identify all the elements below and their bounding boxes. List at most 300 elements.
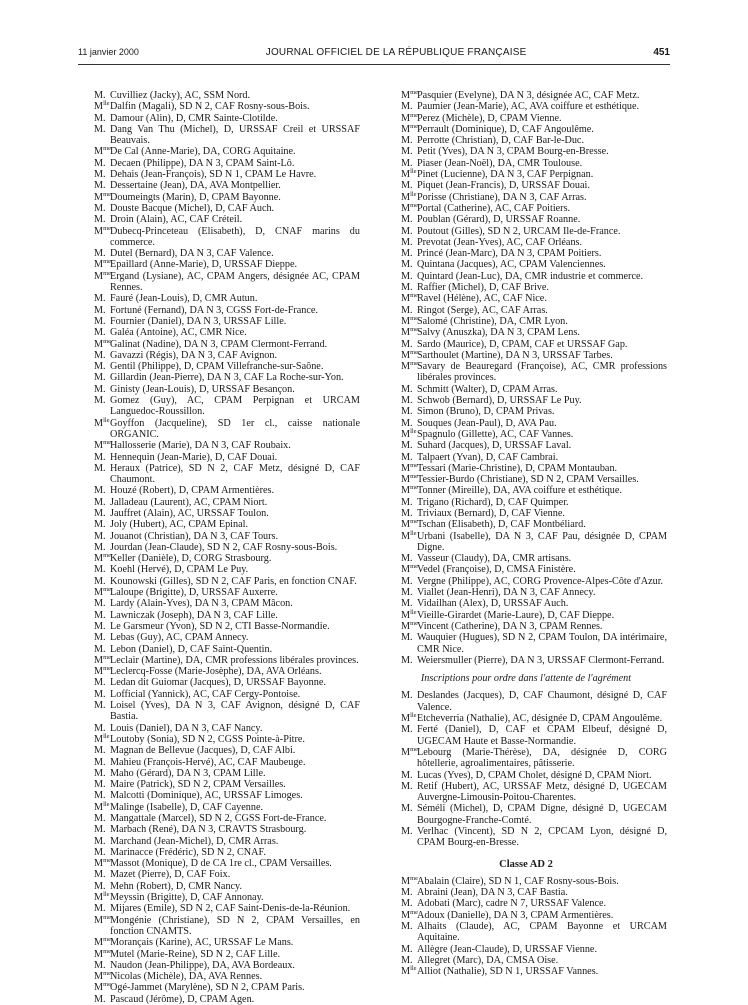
civility-letter: M <box>94 666 104 678</box>
civility-prefix <box>94 531 110 542</box>
list-item <box>78 531 360 542</box>
list-item <box>78 146 360 157</box>
civility-suffix: lle <box>410 427 417 435</box>
civility-prefix <box>94 508 110 519</box>
entry-text: Hallosserie (Marie), DA N 3, CAF Roubaix. <box>110 440 291 452</box>
civility-suffix: lle <box>410 190 417 198</box>
civility-letter: M <box>401 909 411 921</box>
list-item <box>78 305 360 316</box>
civility-letter: M. <box>94 677 106 689</box>
list-item <box>78 960 360 971</box>
civility-prefix <box>401 921 417 944</box>
list-item <box>78 113 360 124</box>
civility-letter: M. <box>401 690 413 702</box>
entry-text: Portal (Catherine), AC, CAF Poitiers. <box>417 202 571 214</box>
list-item <box>385 713 667 724</box>
civility-prefix <box>401 429 417 440</box>
list-item <box>385 237 667 248</box>
entry-text: Jauffret (Alain), AC, URSSAF Toulon. <box>110 507 269 519</box>
civility-prefix <box>94 949 110 960</box>
list-item <box>385 259 667 270</box>
list-item <box>385 474 667 485</box>
civility-letter: M <box>94 440 104 452</box>
civility-suffix: me <box>103 947 112 955</box>
list-item <box>78 452 360 463</box>
list-item <box>385 293 667 304</box>
entry-text: Keller (Danièle), D, CORG Strasbourg. <box>110 553 272 565</box>
civility-letter: M <box>94 892 104 904</box>
entry-text: Douste Bacque (Michel), D, CAF Auch. <box>110 202 275 214</box>
list-item <box>78 350 360 361</box>
civility-letter: M. <box>94 609 106 621</box>
civility-prefix <box>401 747 417 770</box>
civility-suffix: lle <box>103 732 110 740</box>
civility-letter: M. <box>94 123 106 135</box>
entry-text: Joly (Hubert), AC, CPAM Epinal. <box>110 519 249 531</box>
entry-text: Mahieu (François-Hervé), AC, CAF Maubeuge. <box>110 756 306 768</box>
civility-suffix: me <box>410 619 419 627</box>
civility-prefix <box>401 770 417 781</box>
list-item <box>385 576 667 587</box>
entry-text: Jalladeau (Laurent), AC, CPAM Niort. <box>110 496 268 508</box>
civility-letter: M <box>94 971 104 983</box>
civility-letter: M. <box>94 372 106 384</box>
civility-letter: M <box>94 191 104 203</box>
list-item <box>385 598 667 609</box>
list-item <box>385 305 667 316</box>
civility-prefix <box>94 203 110 214</box>
list-item <box>78 90 360 101</box>
entry-text: Ledan dit Guiomar (Jacques), D, URSSAF Bayonne. <box>110 677 326 689</box>
list-item <box>78 869 360 880</box>
list-item <box>78 327 360 338</box>
civility-letter: M <box>94 553 104 565</box>
civility-letter: M. <box>401 826 413 837</box>
civility-prefix <box>94 293 110 304</box>
civility-prefix <box>94 610 110 621</box>
entry-text: Leclercq-Fosse (Marie-Josèphe), DA, AVA Orléans. <box>110 666 322 678</box>
civility-letter: M. <box>94 304 106 316</box>
list-item <box>78 226 360 249</box>
list-item <box>385 826 667 849</box>
entry-text: Prevotat (Jean-Yves), AC, CAF Orléans. <box>417 236 583 248</box>
civility-prefix <box>94 384 110 395</box>
list-item <box>385 463 667 474</box>
list-item <box>78 982 360 993</box>
civility-prefix <box>401 361 417 384</box>
entry-text: Nicolas (Michèle), DA, AVA Rennes. <box>110 971 263 983</box>
civility-letter: M. <box>94 361 106 373</box>
civility-letter: M. <box>94 90 106 101</box>
entry-text: Retif (Hubert), AC, URSSAF Metz, désigné D, UGECAM Auvergne-Limousin-Poitou-Charentes. <box>417 780 667 804</box>
entry-text: Ginisty (Jean-Louis), D, URSSAF Besançon. <box>110 383 295 395</box>
civility-letter: M. <box>401 553 413 565</box>
civility-suffix: me <box>410 326 419 334</box>
civility-letter: M <box>94 937 104 949</box>
civility-prefix <box>401 271 417 282</box>
entry-text: Doumeingts (Marin), D, CPAM Bayonne. <box>110 191 281 203</box>
civility-prefix <box>94 621 110 632</box>
civility-prefix <box>94 553 110 564</box>
list-item <box>78 259 360 270</box>
civility-prefix <box>94 485 110 496</box>
entry-text: Séméli (Michel), D, CPAM Digne, désigné D, UGECAM Bourgogne-Franche-Comté. <box>417 803 667 826</box>
civility-letter: M. <box>94 779 106 791</box>
civility-prefix <box>401 655 417 666</box>
entry-text: Mongénie (Christiane), SD N 2, CPAM Versailles, en fonction CNAMTS. <box>110 914 360 937</box>
civility-suffix: me <box>103 145 112 153</box>
list-item <box>385 921 667 944</box>
entry-text: Adoux (Danielle), DA N 3, CPAM Armentières. <box>417 909 614 921</box>
entry-text: Hennequin (Jean-Marie), D, CAF Douai. <box>110 451 278 463</box>
civility-letter: M <box>401 123 411 135</box>
entry-text: Etcheverria (Nathalie), AC, désignée D, CPAM Angoulême. <box>417 713 663 725</box>
entry-text: Cuvilliez (Jacky), AC, SSM Nord. <box>110 90 251 101</box>
civility-prefix <box>401 293 417 304</box>
civility-suffix: lle <box>103 891 110 899</box>
entry-text: Fournier (Daniel), DA N 3, URSSAF Lille. <box>110 315 287 327</box>
civility-letter: M <box>401 474 411 486</box>
civility-letter: M <box>94 259 104 271</box>
civility-letter: M <box>94 270 104 282</box>
list-item <box>385 282 667 293</box>
civility-letter: M <box>94 801 104 813</box>
civility-prefix <box>94 124 110 147</box>
civility-suffix: lle <box>410 965 417 973</box>
list-item <box>78 271 360 294</box>
civility-letter: M. <box>401 236 413 248</box>
page-header <box>78 44 670 60</box>
civility-letter: M. <box>401 887 413 899</box>
civility-prefix <box>94 192 110 203</box>
civility-prefix <box>401 406 417 417</box>
civility-prefix <box>94 226 110 249</box>
list-item <box>385 180 667 191</box>
civility-letter: M <box>401 966 411 978</box>
entry-text: Viallet (Jean-Henri), DA N 3, CAF Annecy. <box>417 587 596 599</box>
list-item <box>385 610 667 621</box>
entry-text: Verlhac (Vincent), SD N 2, CPCAM Lyon, désigné D, CPAM Bourg-en-Bresse. <box>417 826 667 849</box>
civility-prefix <box>94 146 110 157</box>
left-entry-list <box>78 90 360 1005</box>
civility-letter: M <box>94 225 104 237</box>
entry-text: Abraini (Jean), DA N 3, CAF Bastia. <box>417 887 568 899</box>
civility-letter: M. <box>401 451 413 463</box>
civility-letter: M. <box>401 304 413 316</box>
list-item <box>385 418 667 429</box>
entry-text: Mehn (Robert), D, CMR Nancy. <box>110 880 243 892</box>
entry-text: Marinacce (Frédéric), SD N 2, CNAF. <box>110 846 266 858</box>
civility-letter: M. <box>401 587 413 599</box>
civility-letter: M. <box>94 959 106 971</box>
civility-prefix <box>94 858 110 869</box>
entry-text: Savary de Beauregard (Françoise), AC, CMR professions libérales provinces. <box>417 361 667 384</box>
civility-prefix <box>94 271 110 294</box>
civility-suffix: me <box>103 337 112 345</box>
entry-text: Salomé (Christine), DA, CMR Lyon. <box>417 315 568 327</box>
civility-letter: M. <box>94 632 106 644</box>
civility-letter: M <box>401 293 411 305</box>
civility-prefix <box>401 781 417 804</box>
civility-prefix <box>94 587 110 598</box>
list-item <box>385 203 667 214</box>
list-item <box>385 690 667 713</box>
civility-prefix <box>401 169 417 180</box>
list-item <box>78 734 360 745</box>
entry-text: Vidailhan (Alex), D, URSSAF Auch. <box>417 598 569 610</box>
list-item <box>78 587 360 598</box>
civility-letter: M. <box>94 214 106 226</box>
entry-text: Goyffon (Jacqueline), SD 1er cl., caisse nationale ORGANIC. <box>110 417 360 440</box>
civility-suffix: me <box>410 314 419 322</box>
list-item <box>78 700 360 723</box>
entry-text: Lardy (Alain-Yves), DA N 3, CPAM Mâcon. <box>110 598 293 610</box>
civility-letter: M. <box>94 248 106 260</box>
right-entry-list <box>385 90 667 666</box>
entry-text: Poublan (Gérard), D, URSSAF Roanne. <box>417 214 581 226</box>
list-item <box>78 858 360 869</box>
civility-letter: M. <box>401 943 413 955</box>
civility-letter: M <box>401 620 411 632</box>
classe-entry-list <box>385 876 667 978</box>
list-item <box>78 169 360 180</box>
civility-letter: M <box>401 90 411 101</box>
civility-letter: M <box>401 428 411 440</box>
entry-text: Triviaux (Bernard), D, CAF Vienne. <box>417 507 565 519</box>
list-item <box>385 226 667 237</box>
entry-text: Morançais (Karine), AC, URSSAF Le Mans. <box>110 937 294 949</box>
civility-prefix <box>94 169 110 180</box>
entry-text: Maire (Patrick), SD N 2, CPAM Versailles. <box>110 779 286 791</box>
civility-letter: M. <box>401 395 413 407</box>
civility-prefix <box>94 305 110 316</box>
entry-text: Vieille-Girardet (Marie-Laure), D, CAF Dieppe. <box>417 609 615 621</box>
civility-suffix: me <box>410 89 419 96</box>
entry-text: Mijares (Emile), SD N 2, CAF Saint-Denis-de-la-Réunion. <box>110 903 351 915</box>
civility-prefix <box>401 531 417 554</box>
civility-letter: M. <box>401 282 413 294</box>
civility-letter: M. <box>94 993 106 1005</box>
list-item <box>78 101 360 112</box>
entry-text: Lucas (Yves), D, CPAM Cholet, désigné D, CPAM Niort. <box>417 769 652 781</box>
civility-prefix <box>401 621 417 632</box>
civility-prefix <box>94 452 110 463</box>
list-item <box>78 395 360 418</box>
civility-suffix: lle <box>410 608 417 616</box>
civility-suffix: me <box>410 518 419 526</box>
list-item <box>385 124 667 135</box>
civility-letter: M. <box>94 202 106 214</box>
civility-letter: M. <box>401 225 413 237</box>
list-item <box>385 192 667 203</box>
civility-prefix <box>401 124 417 135</box>
civility-prefix <box>94 350 110 361</box>
entry-text: Epaillard (Anne-Marie), D, URSSAF Dieppe. <box>110 259 298 271</box>
list-item <box>78 892 360 903</box>
entry-text: Naudon (Jean-Philippe), DA, AVA Bordeaux. <box>110 959 295 971</box>
civility-letter: M. <box>401 383 413 395</box>
civility-prefix <box>401 248 417 259</box>
civility-letter: M. <box>401 101 413 113</box>
civility-letter: M <box>401 485 411 497</box>
civility-prefix <box>94 463 110 486</box>
list-item <box>385 955 667 966</box>
entry-text: Koehl (Hervé), D, CPAM Le Puy. <box>110 564 249 576</box>
list-item <box>78 542 360 553</box>
entry-text: Talpaert (Yvan), D, CAF Cambrai. <box>417 451 559 463</box>
civility-letter: M. <box>94 169 106 181</box>
entry-text: Decaen (Philippe), DA N 3, CPAM Saint-Lô. <box>110 157 295 169</box>
entry-text: Dehais (Jean-François), SD N 1, CPAM Le Havre. <box>110 169 317 181</box>
civility-prefix <box>401 237 417 248</box>
entry-text: Quintard (Jean-Luc), DA, CMR industrie et commerce. <box>417 270 644 282</box>
civility-suffix: me <box>103 258 112 266</box>
civility-letter: M. <box>401 440 413 452</box>
civility-letter: M <box>401 191 411 203</box>
civility-prefix <box>401 944 417 955</box>
civility-letter: M. <box>401 248 413 260</box>
entry-text: Paumier (Jean-Marie), AC, AVA coiffure et esthétique. <box>417 101 640 113</box>
list-item <box>78 779 360 790</box>
list-item <box>78 847 360 858</box>
list-item <box>78 813 360 824</box>
civility-prefix <box>401 395 417 406</box>
entry-text: Dang Van Thu (Michel), D, URSSAF Creil et URSSAF Beauvais. <box>110 123 360 147</box>
civility-letter: M. <box>401 180 413 192</box>
civility-suffix: me <box>103 970 112 978</box>
civility-prefix <box>401 440 417 451</box>
list-item <box>78 677 360 688</box>
civility-letter: M. <box>401 146 413 158</box>
civility-letter: M. <box>401 496 413 508</box>
civility-prefix <box>94 564 110 575</box>
entry-text: Malcotti (Dominique), AC, URSSAF Limoges. <box>110 790 303 802</box>
civility-prefix <box>401 203 417 214</box>
entry-text: De Cal (Anne-Marie), DA, CORG Aquitaine. <box>110 146 296 158</box>
civility-letter: M. <box>401 780 413 792</box>
civility-suffix: me <box>410 360 419 368</box>
list-item <box>78 757 360 768</box>
list-item <box>78 339 360 350</box>
list-item <box>385 90 667 101</box>
list-item <box>78 248 360 259</box>
civility-letter: M <box>401 169 411 181</box>
entry-text: Perez (Michèle), D, CPAM Vienne. <box>417 112 562 124</box>
entry-text: Laloupe (Brigitte), D, URSSAF Auxerre. <box>110 587 278 599</box>
civility-prefix <box>94 316 110 327</box>
entry-text: Schwob (Bernard), D, URSSAF Le Puy. <box>417 395 582 407</box>
list-item <box>78 158 360 169</box>
civility-prefix <box>94 418 110 441</box>
entry-text: Gentil (Philippe), D, CPAM Villefranche-sur-Saône. <box>110 361 324 373</box>
civility-suffix: me <box>103 269 112 277</box>
civility-letter: M. <box>94 541 106 553</box>
civility-letter: M <box>401 875 411 887</box>
entry-text: Mangattale (Marcel), SD N 2, CGSS Fort-de-France. <box>110 813 327 824</box>
civility-letter: M <box>401 327 411 339</box>
list-item <box>78 632 360 643</box>
header-title: JOURNAL OFFICIEL DE LA RÉPUBLIQUE FRANÇAISE <box>265 46 527 58</box>
list-item <box>78 508 360 519</box>
civility-letter: M <box>94 146 104 158</box>
civility-prefix <box>94 994 110 1005</box>
entry-text: Loutoby (Sonia), SD N 2, CGSS Pointe-à-Pitre. <box>110 733 305 745</box>
inscriptions-entry-list <box>385 690 667 848</box>
civility-letter: M. <box>401 259 413 271</box>
list-item <box>385 910 667 921</box>
entry-text: Lofficial (Yannick), AC, CAF Cergy-Pontoise. <box>110 688 301 700</box>
entry-text: Porisse (Christiane), DA N 3, CAF Arras. <box>417 191 587 203</box>
entry-text: Princé (Jean-Marc), DA N 3, CPAM Poitiers. <box>417 248 602 260</box>
list-item <box>385 271 667 282</box>
civility-prefix <box>401 564 417 575</box>
list-item <box>78 485 360 496</box>
header-rule <box>78 64 670 65</box>
entry-text: Simon (Bruno), D, CPAM Privas. <box>417 406 555 418</box>
list-item <box>78 949 360 960</box>
entry-text: Sarthoulet (Martine), DA N 3, URSSAF Tarbes. <box>417 349 613 361</box>
entry-text: Kounowski (Gilles), SD N 2, CAF Paris, en fonction CNAF. <box>110 575 357 587</box>
entry-text: Perrault (Dominique), D, CAF Angoulême. <box>417 123 594 135</box>
list-item <box>385 531 667 554</box>
list-item <box>78 824 360 835</box>
civility-suffix: lle <box>103 800 110 808</box>
entry-text: Galéa (Antoine), AC, CMR Nice. <box>110 327 247 339</box>
civility-suffix: me <box>410 461 419 469</box>
civility-prefix <box>401 803 417 826</box>
list-item <box>385 508 667 519</box>
list-item <box>78 790 360 801</box>
list-item <box>78 214 360 225</box>
entry-text: Dutel (Bernard), DA N 3, CAF Valence. <box>110 248 274 260</box>
civility-prefix <box>94 677 110 688</box>
civility-prefix <box>401 327 417 338</box>
list-item <box>385 519 667 530</box>
entry-text: Adobati (Marc), cadre N 7, URSSAF Valence. <box>417 898 607 910</box>
entry-text: Ferté (Daniel), D, CAF et CPAM Elbeuf, désigné D, UGECAM Haute et Basse-Normandie. <box>417 724 667 747</box>
civility-letter: M. <box>401 406 413 418</box>
entry-text: Lawniczak (Joseph), DA N 3, CAF Lille. <box>110 609 278 621</box>
civility-prefix <box>94 101 110 112</box>
civility-prefix <box>94 632 110 643</box>
civility-letter: M <box>401 564 411 576</box>
civility-letter: M <box>401 609 411 621</box>
civility-prefix <box>401 135 417 146</box>
civility-letter: M. <box>401 724 413 736</box>
civility-prefix <box>401 713 417 724</box>
list-item <box>385 406 667 417</box>
civility-suffix: me <box>410 745 419 753</box>
civility-suffix: me <box>103 936 112 944</box>
civility-letter: M <box>94 733 104 745</box>
entry-text: Abalain (Claire), SD N 1, CAF Rosny-sous-Bois. <box>417 875 619 887</box>
civility-prefix <box>94 802 110 813</box>
civility-suffix: me <box>410 348 419 356</box>
list-item <box>78 440 360 451</box>
list-item <box>385 248 667 259</box>
entry-text: Mutel (Marie-Reine), SD N 2, CAF Lille. <box>110 948 281 960</box>
entry-text: Dessertaine (Jean), DA, AVA Montpellier. <box>110 180 281 192</box>
list-item <box>78 621 360 632</box>
list-item <box>78 316 360 327</box>
entry-text: Gavazzi (Régis), DA N 3, CAF Avignon. <box>110 349 278 361</box>
civility-letter: M. <box>94 349 106 361</box>
list-item <box>78 519 360 530</box>
list-item <box>78 655 360 666</box>
list-item <box>78 361 360 372</box>
civility-letter: M. <box>94 756 106 768</box>
list-item <box>78 610 360 621</box>
